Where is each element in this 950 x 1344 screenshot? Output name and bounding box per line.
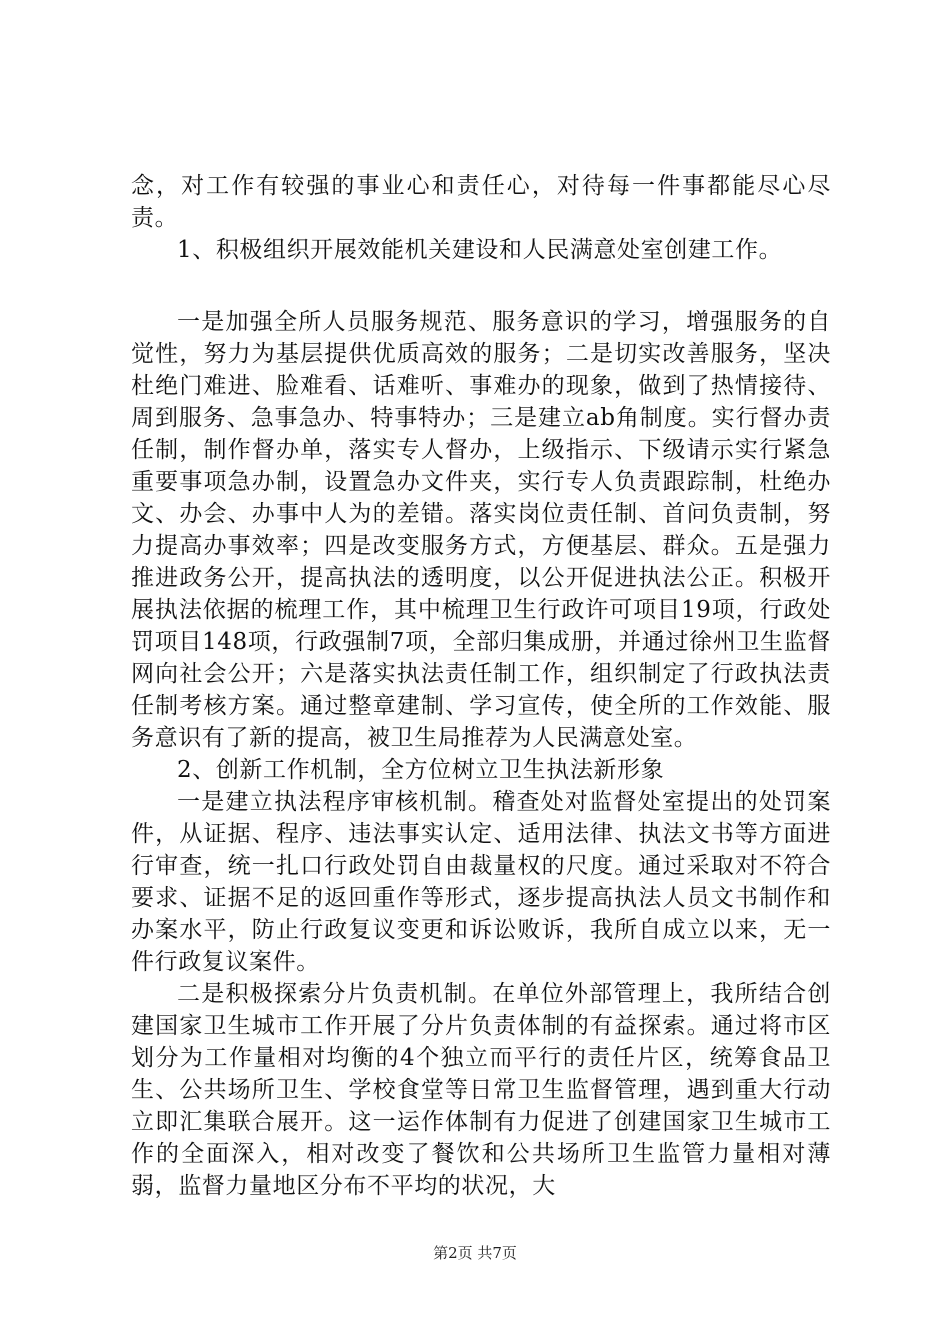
section-heading-2: 2、创新工作机制，全方位树立卫生执法新形象	[177, 757, 665, 783]
paragraph-review-mechanism: 一是建立执法程序审核机制。稽查处对监督处室提出的处罚案件，从证据、程序、违法事实认定、适用法律、执法文书等方面进行审查，统一扎口行政处罚自由裁量权的尺度。通过采取对不符合要求、证据不足的返回重作等形式，逐步提高执法人员文书制作和办案水平，防止行政复议变更和诉讼败诉，我所自成立以来，无一件行政复议案件。	[131, 789, 831, 975]
paragraph-efficiency-measures: 一是加强全所人员服务规范、服务意识的学习，增强服务的自觉性，努力为基层提供优质高效的服务；二是切实改善服务，坚决杜绝门难进、脸难看、话难听、事难办的现象，做到了热情接待、周到服务、急事急办、特事特办；三是建立ab角制度。实行督办责任制，制作督办单，落实专人督办，上级指示、下级请示实行紧急重要事项急办制，设置急办文件夹，实行专人负责跟踪制，杜绝办文、办会、办事中人为的差错。落实岗位责任制、首问负责制，努力提高办事效率；四是改变服务方式，方便基层、群众。五是强力推进政务公开，提高执法的透明度，以公开促进执法公正。积极开展执法依据的梳理工作，其中梳理卫生行政许可项目19项，行政处罚项目148项，行政强制7项，全部归集成册，并通过徐州卫生监督网向社会公开；六是落实执法责任制工作，组织制定了行政执法责任制考核方案。通过整章建制、学习宣传，使全所的工作效能、服务意识有了新的提高，被卫生局推荐为人民满意处室。	[131, 309, 831, 751]
section-heading-1: 1、积极组织开展效能机关建设和人民满意处室创建工作。	[177, 237, 783, 263]
page-number-footer: 第2页 共7页	[433, 1244, 517, 1262]
paragraph-zone-responsibility: 二是积极探索分片负责机制。在单位外部管理上，我所结合创建国家卫生城市工作开展了分片负责体制的有益探索。通过将市区划分为工作量相对均衡的4个独立而平行的责任片区，统筹食品卫生、公共场所卫生、学校食堂等日常卫生监督管理，遇到重大行动立即汇集联合展开。这一运作体制有力促进了创建国家卫生城市工作的全面深入，相对改变了餐饮和公共场所卫生监管力量相对薄弱，监督力量地区分布不平均的状况，大	[131, 981, 831, 1199]
blank-gap	[131, 266, 831, 306]
document-body	[131, 170, 831, 1202]
paragraph-continuation: 念，对工作有较强的事业心和责任心，对待每一件事都能尽心尽责。	[131, 173, 831, 231]
